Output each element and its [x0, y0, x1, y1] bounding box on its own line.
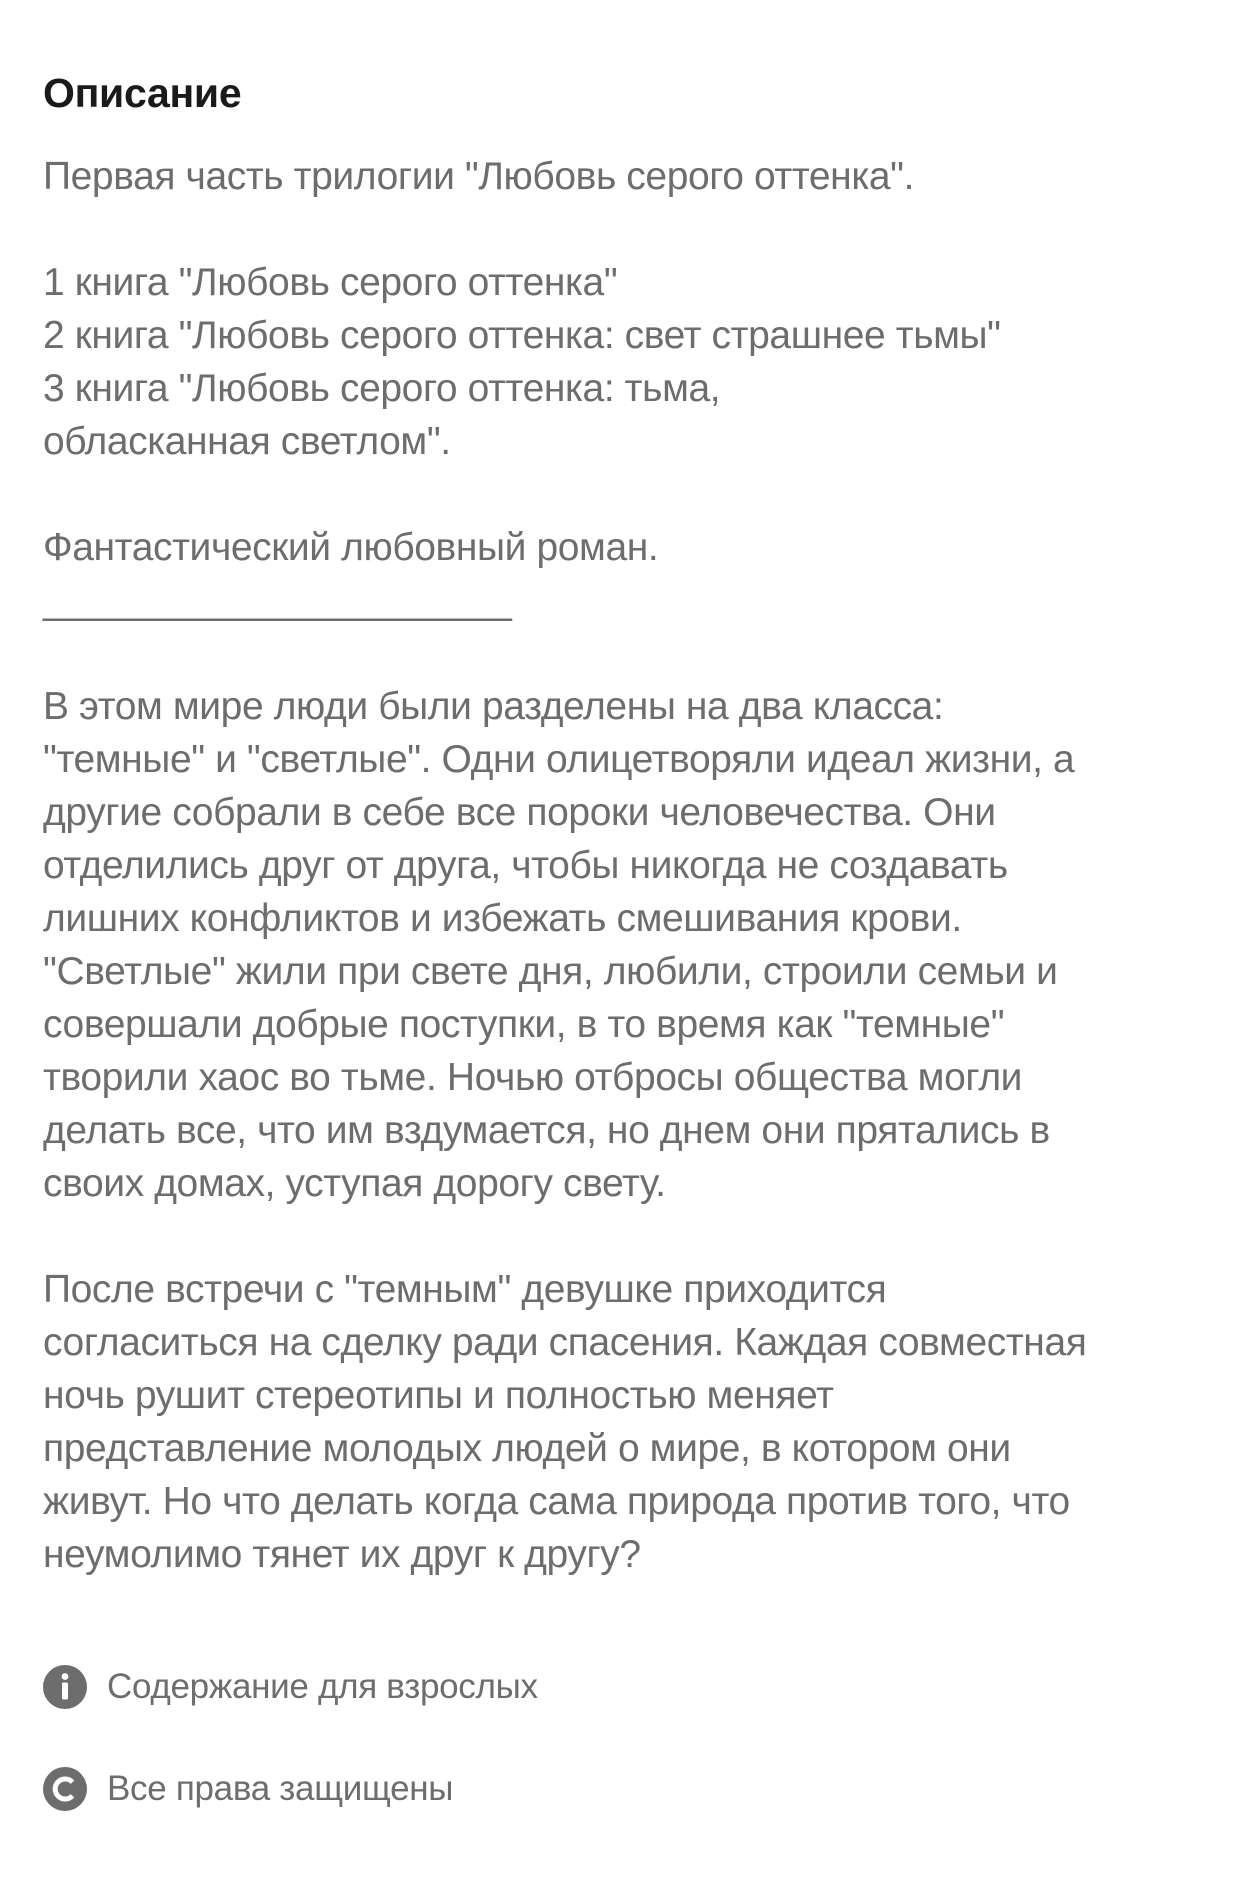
paragraph-line: творили хаос во тьме. Ночью отбросы общества могли: [43, 1056, 1023, 1099]
paragraph-line: живут. Но что делать когда сама природа против того, что: [43, 1480, 1070, 1523]
paragraph-line: "Светлые" жили при свете дня, любили, строили семьи и: [43, 950, 1058, 993]
paragraph-line: лишних конфликтов и избежать смешивания крови.: [43, 897, 962, 940]
text-separator: ______________________: [43, 579, 512, 622]
adult-content-row[interactable]: [43, 1665, 538, 1709]
paragraph-line: делать все, что им вздумается, но днем они прятались в: [43, 1109, 1050, 1152]
adult-content-label: Содержание для взрослых: [107, 1667, 538, 1706]
info-icon: [43, 1665, 87, 1709]
book-line: 2 книга "Любовь серого оттенка: свет страшнее тьмы": [43, 314, 1001, 357]
paragraph-line: другие собрали в себе все пороки человечества. Они: [43, 791, 996, 834]
paragraph-line: своих домах, уступая дорогу свету.: [43, 1162, 666, 1205]
paragraph-line: В этом мире люди были разделены на два класса:: [43, 685, 944, 728]
description-text: [43, 150, 1213, 1581]
synopsis-paragraph-1: [43, 680, 1213, 1210]
paragraph-line: ночь рушит стереотипы и полностью меняет: [43, 1374, 834, 1417]
paragraph-line: согласиться на сделку ради спасения. Каждая совместная: [43, 1321, 1087, 1364]
intro-line: Первая часть трилогии "Любовь серого оттенка".: [43, 155, 915, 198]
synopsis-paragraph-2: [43, 1263, 1213, 1581]
copyright-label: Все права защищены: [107, 1769, 454, 1808]
genre-line: Фантастический любовный роман.: [43, 526, 659, 569]
paragraph-line: "темные" и "светлые". Одни олицетворяли идеал жизни, а: [43, 738, 1075, 781]
books-list: [43, 256, 1213, 468]
paragraph-line: отделились друг от друга, чтобы никогда не создавать: [43, 844, 1008, 887]
section-title: Описание: [43, 70, 242, 116]
copyright-row[interactable]: [43, 1767, 453, 1811]
book-line: 1 книга "Любовь серого оттенка": [43, 261, 618, 304]
paragraph-line: совершали добрые поступки, в то время как "темные": [43, 1003, 1005, 1046]
paragraph-line: представление молодых людей о мире, в котором они: [43, 1427, 1011, 1470]
paragraph-line: После встречи с "темным" девушке приходится: [43, 1268, 887, 1311]
paragraph-line: неумолимо тянет их друг к другу?: [43, 1533, 641, 1576]
copyright-icon: [43, 1767, 87, 1811]
book-line: 3 книга "Любовь серого оттенка: тьма,: [43, 367, 721, 410]
book-line: обласканная светлом".: [43, 420, 451, 463]
